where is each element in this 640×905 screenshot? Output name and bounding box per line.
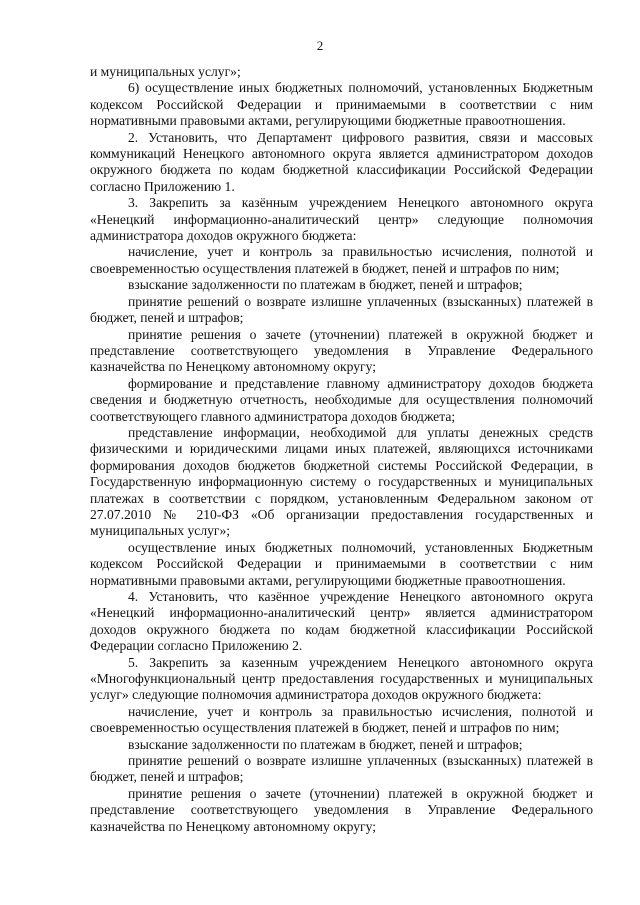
paragraph: принятие решения о зачете (уточнении) платежей в окружной бюджет и представление соответствующего уведомления в Управление Федерального казначейства по Ненецкому автономному округу; [90,326,593,375]
page-number: 2 [316,38,324,53]
paragraph: принятие решения о зачете (уточнении) платежей в окружной бюджет и представление соответствующего уведомления в Управление Федерального казначейства по Ненецкому автономному округу; [90,785,593,834]
paragraph: принятие решений о возврате излишне уплаченных (взысканных) платежей в бюджет, пеней и штрафов; [90,753,593,785]
document-body [90,64,593,835]
paragraph: формирование и представление главному администратору доходов бюджета сведения и бюджетную отчетность, необходимые для осуществления полномочий соответствующего главного администратора доходов бюджета; [90,375,593,424]
paragraph: начисление, учет и контроль за правильностью исчисления, полнотой и своевременностью осуществления платежей в бюджет, пеней и штрафов по ним; [90,703,593,736]
paragraph: 2. Установить, что Департамент цифрового развития, связи и массовых коммуникаций Ненецкого автономного округа является администратором доходов окружного бюджета по кодам бюджетной классификации Российской Федерации согласно Приложению 1. [90,129,593,194]
paragraph: представление информации, необходимой для уплаты денежных средств физическими и юридическими лицами иных платежей, являющихся источниками формирования доходов бюджетов бюджетной системы Российской Федерации, в Государственную информационную систему о государственных и муниципальных платежах в соответствии с порядком, установленным Федеральном законом от 27.07.2010 № 210-ФЗ «Об организации предоставления государственных и муниципальных услуг»; [90,424,593,539]
paragraph: осуществление иных бюджетных полномочий, установленных Бюджетным кодексом Российской Федерации и принимаемыми в соответствии с ним нормативными правовыми актами, регулирующими бюджетные правоотношения. [90,539,593,588]
paragraph: 6) осуществление иных бюджетных полномочий, установленных Бюджетным кодексом Российской Федерации и принимаемыми в соответствии с ним нормативными правовыми актами, регулирующими бюджетные правоотношения. [90,80,593,129]
paragraph: принятие решений о возврате излишне уплаченных (взысканных) платежей в бюджет, пеней и штрафов; [90,293,593,326]
paragraph: 5. Закрепить за казенным учреждением Ненецкого автономного округа «Многофункциональный центр предоставления государственных и муниципальных услуг» следующие полномочия администратора доходов окружного бюджета: [90,654,593,703]
paragraph: начисление, учет и контроль за правильностью исчисления, полнотой и своевременностью осуществления платежей в бюджет, пеней и штрафов по ним; [90,244,593,276]
paragraph: взыскание задолженности по платежам в бюджет, пеней и штрафов; [128,277,523,293]
paragraph: 4. Установить, что казённое учреждение Ненецкого автономного округа «Ненецкий информационно-аналитический центр» является администратором доходов окружного бюджета по кодам бюджетной классификации Российской Федерации согласно Приложению 2. [90,589,593,654]
paragraph: взыскание задолженности по платежам в бюджет, пеней и штрафов; [128,736,523,752]
paragraph: и муниципальных услуг»; [90,64,241,79]
paragraph: 3. Закрепить за казённым учреждением Ненецкого автономного округа «Ненецкий информационно-аналитический центр» следующие полномочия администратора доходов окружного бюджета: [90,195,593,244]
